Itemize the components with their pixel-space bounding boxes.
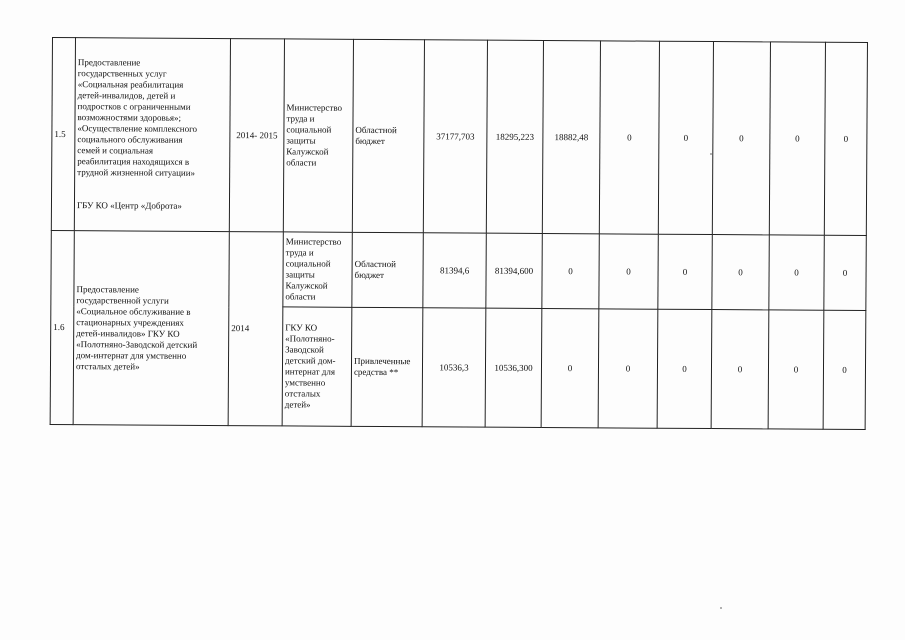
- description-line: детей-инвалидов» ГКУ КО: [76, 327, 180, 339]
- value-year-4: 0: [657, 309, 712, 428]
- executor-line: труда и: [285, 247, 314, 258]
- executor-line: социальной: [286, 124, 332, 135]
- executor-line: отсталых: [284, 388, 321, 399]
- description-line: дом-интернат для умственно: [76, 349, 187, 361]
- service-description: [74, 38, 230, 232]
- period-cell: 2014: [228, 232, 283, 426]
- description-line: Предоставление: [76, 283, 139, 295]
- value-total: 37177,703: [423, 40, 487, 233]
- description-line: «Социальное обслуживание в: [76, 305, 191, 317]
- executor-line: Калужской: [285, 280, 328, 291]
- source-line: Областной: [355, 124, 397, 136]
- value-year-2: 0: [541, 308, 599, 427]
- value-year-4: 0: [658, 41, 713, 234]
- description-line: семей и социальная: [77, 145, 154, 156]
- executor-cell: [282, 307, 352, 426]
- description-line: трудной жизненной ситуации»: [77, 167, 196, 178]
- value-year-1: 18295,223: [486, 40, 543, 233]
- description-line: «Полотняно-Заводской детский: [76, 338, 198, 350]
- row-number: 1.6: [50, 230, 74, 424]
- description-line: социального обслуживания: [77, 134, 183, 145]
- program-table: [50, 37, 868, 430]
- source-line: Привлеченные: [353, 355, 411, 367]
- executor-line: области: [285, 291, 316, 302]
- value-total: 81394,6: [423, 233, 486, 308]
- value-year-6: 0: [769, 235, 824, 310]
- description-line: детей-инвалидов, детей и: [77, 90, 176, 101]
- value-year-1: 10536,300: [485, 308, 542, 427]
- organization-name: ГБУ КО «Центр «Доброта»: [76, 200, 182, 211]
- value-year-1: 81394,600: [486, 233, 542, 308]
- description-line: подростков с ограниченными: [77, 101, 191, 112]
- value-total: 10536,3: [422, 308, 486, 427]
- value-year-3: 0: [598, 309, 658, 428]
- value-year-3: 0: [599, 41, 659, 234]
- source-line: бюджет: [355, 135, 385, 147]
- value-year-5: 0: [712, 235, 769, 310]
- table-row: [51, 38, 867, 236]
- value-year-6: 0: [768, 310, 824, 429]
- executor-cell: [283, 232, 352, 307]
- executor-line: Калужской: [286, 146, 329, 157]
- value-year-7: 0: [824, 235, 866, 310]
- value-year-4: 0: [658, 234, 712, 309]
- value-year-7: 0: [823, 310, 866, 429]
- service-description: [73, 231, 229, 426]
- source-line: бюджет: [354, 269, 385, 281]
- executor-line: области: [286, 157, 317, 168]
- executor-line: умственно: [284, 377, 326, 388]
- executor-line: Заводской: [285, 344, 324, 355]
- value-year-5: 0: [712, 42, 770, 235]
- description-line: Предоставление: [77, 57, 141, 68]
- executor-line: детский дом-: [284, 355, 336, 366]
- row-number: 1.5: [51, 38, 75, 231]
- table-row: [51, 230, 866, 310]
- value-year-2: 18882,48: [542, 41, 600, 234]
- value-year-7: 0: [824, 42, 867, 235]
- executor-line: труда и: [286, 113, 315, 124]
- description-line: «Осуществление комплексного: [77, 123, 198, 134]
- executor-line: Министерство: [286, 102, 343, 113]
- description-line: отсталых детей»: [75, 360, 140, 372]
- executor-line: защиты: [285, 269, 315, 280]
- description-line: государственных услуг: [77, 68, 167, 79]
- value-year-5: 0: [711, 310, 769, 429]
- value-year-3: 0: [599, 234, 658, 309]
- description-line: «Социальная реабилитация: [77, 79, 184, 90]
- executor-line: интернат для: [284, 366, 336, 377]
- executor-cell: [283, 39, 353, 232]
- executor-line: «Полотняно-: [285, 333, 335, 344]
- description-line: государственной услуги: [76, 294, 169, 306]
- funding-source-cell: [352, 232, 423, 307]
- scan-speck: [710, 153, 712, 155]
- period-cell: 2014- 2015: [229, 39, 284, 232]
- funding-source-cell: [351, 307, 423, 426]
- executor-line: ГКУ КО: [285, 322, 318, 333]
- value-year-6: 0: [769, 42, 825, 235]
- executor-line: детей»: [284, 399, 311, 410]
- executor-line: защиты: [286, 135, 316, 146]
- source-line: средства **: [353, 366, 399, 378]
- scan-speck: [720, 607, 722, 609]
- description-line: возможностями здоровья»;: [77, 112, 182, 123]
- executor-line: Министерство: [285, 236, 342, 247]
- value-year-2: 0: [542, 233, 599, 308]
- executor-line: социальной: [285, 258, 331, 269]
- funding-source-cell: [352, 39, 424, 232]
- source-line: Областной: [354, 258, 397, 270]
- description-line: стационарных учреждениях: [76, 316, 184, 328]
- description-line: реабилитация находящихся в: [77, 156, 190, 167]
